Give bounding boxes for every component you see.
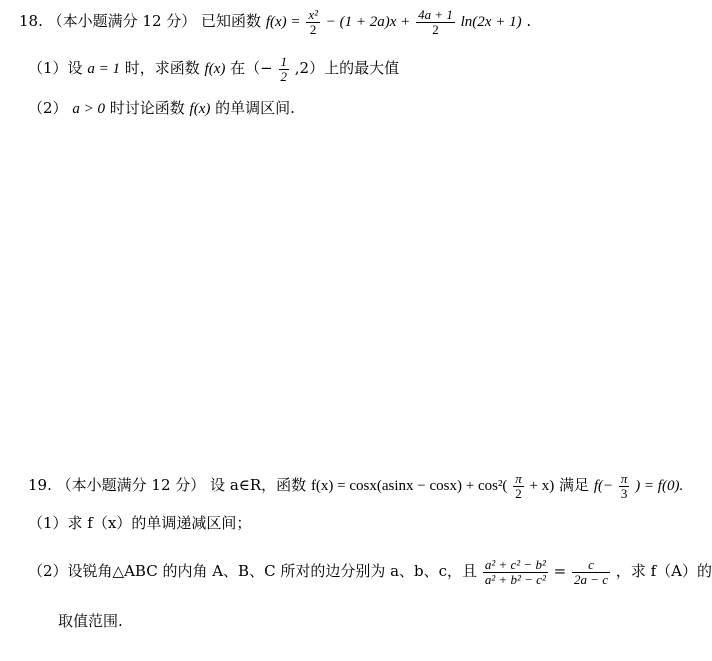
q18-score-note: （本小题满分 12 分） (47, 12, 197, 31)
q19-number: 19. (28, 476, 52, 495)
q19-stem-f-neg: f(− (593, 478, 614, 495)
q18-part1-in: 在（− (230, 59, 273, 78)
q18-frac-x2-over-2 (306, 8, 320, 36)
q19-frac2-denominator: 3 (620, 485, 628, 501)
q18-part2-fx: f(x) (189, 101, 211, 117)
q19-part1 (28, 513, 251, 533)
q19-part2-frac1-numerator: a² + c² − b² (484, 557, 546, 572)
q18-frac-4a1-over-2 (416, 8, 455, 36)
q19-part2-eq: = (553, 562, 567, 581)
q18-part1-interval-end: ,2）上的最大值 (294, 59, 400, 78)
q18-frac2-denominator: 2 (432, 21, 439, 37)
q19-score-note: （本小题满分 12 分） (56, 476, 206, 495)
q18-tail-term: ln(2x + 1) (460, 14, 522, 31)
q18-part2-mid: 时讨论函数 (109, 99, 185, 117)
q18-part1-condition: a = 1 (87, 61, 120, 78)
q18-part1 (28, 55, 399, 83)
q19-part2 (28, 558, 712, 586)
q19-part2-suffix: ，求 f（A）的 (615, 562, 712, 581)
q19-part2-frac1-denominator: a² + b² − c² (484, 571, 546, 587)
q19-frac1-denominator: 2 (515, 485, 522, 501)
q19-part2-frac2-denominator: 2a − c (573, 571, 609, 587)
q19-frac-pi-over-3 (619, 472, 630, 500)
q19-part2-frac-sides (483, 558, 548, 586)
q19-part2-frac2-numerator: c (572, 558, 610, 573)
q18-part2-end: 的单调区间. (215, 99, 295, 117)
q18-part2-prefix: （2） (28, 99, 68, 117)
q19-part1-text: （1）求 f（x）的单调递减区间； (28, 514, 252, 532)
q18-end-mark: . (526, 12, 532, 31)
q18-part2-condition: a > 0 (72, 101, 105, 117)
q19-frac2-numerator: π (620, 471, 628, 486)
q19-part2-frac-c (572, 558, 610, 586)
q19-frac-pi-over-2 (513, 472, 524, 500)
q18-number: 18. (19, 12, 43, 31)
q18-middle-term: − (1 + 2a)x + (325, 14, 411, 31)
q19-stem-after-frac: + x) (529, 478, 555, 495)
q19-stem-pre: 设 a∈R，函数 (210, 476, 307, 495)
q18-stem-text: 已知函数 (201, 12, 262, 31)
q18-stem (19, 8, 531, 36)
q18-part1-prefix: （1）设 (28, 59, 83, 78)
q19-part2-cont-text: 取值范围. (58, 612, 123, 630)
q19-stem (28, 472, 683, 500)
q18-part1-fx: f(x) (204, 61, 226, 78)
q19-frac1-numerator: π (515, 471, 522, 486)
q19-part2-prefix: （2）设锐角△ABC 的内角 A、B、C 所对的边分别为 a、b、c，且 (28, 562, 478, 581)
q19-stem-equal: ) = f(0). (635, 478, 684, 495)
q18-frac2-numerator: 4a + 1 (418, 7, 453, 22)
q18-frac1-denominator: 2 (309, 21, 317, 37)
q18-fx: f(x) = (265, 14, 301, 31)
q18-part1-mid: 时，求函数 (124, 59, 200, 78)
q18-part1-frac-half (279, 55, 290, 83)
q18-part1-frac-numerator: 1 (280, 54, 287, 69)
q19-stem-satisfy: 满足 (559, 476, 590, 495)
q18-part2 (28, 98, 295, 119)
q19-stem-fx: f(x) = cosx(asinx − cosx) + cos²( (310, 478, 508, 495)
q19-part2-continuation (58, 611, 123, 631)
q18-frac1-numerator: x² (308, 7, 318, 22)
q18-part1-frac-denominator: 2 (280, 68, 287, 84)
